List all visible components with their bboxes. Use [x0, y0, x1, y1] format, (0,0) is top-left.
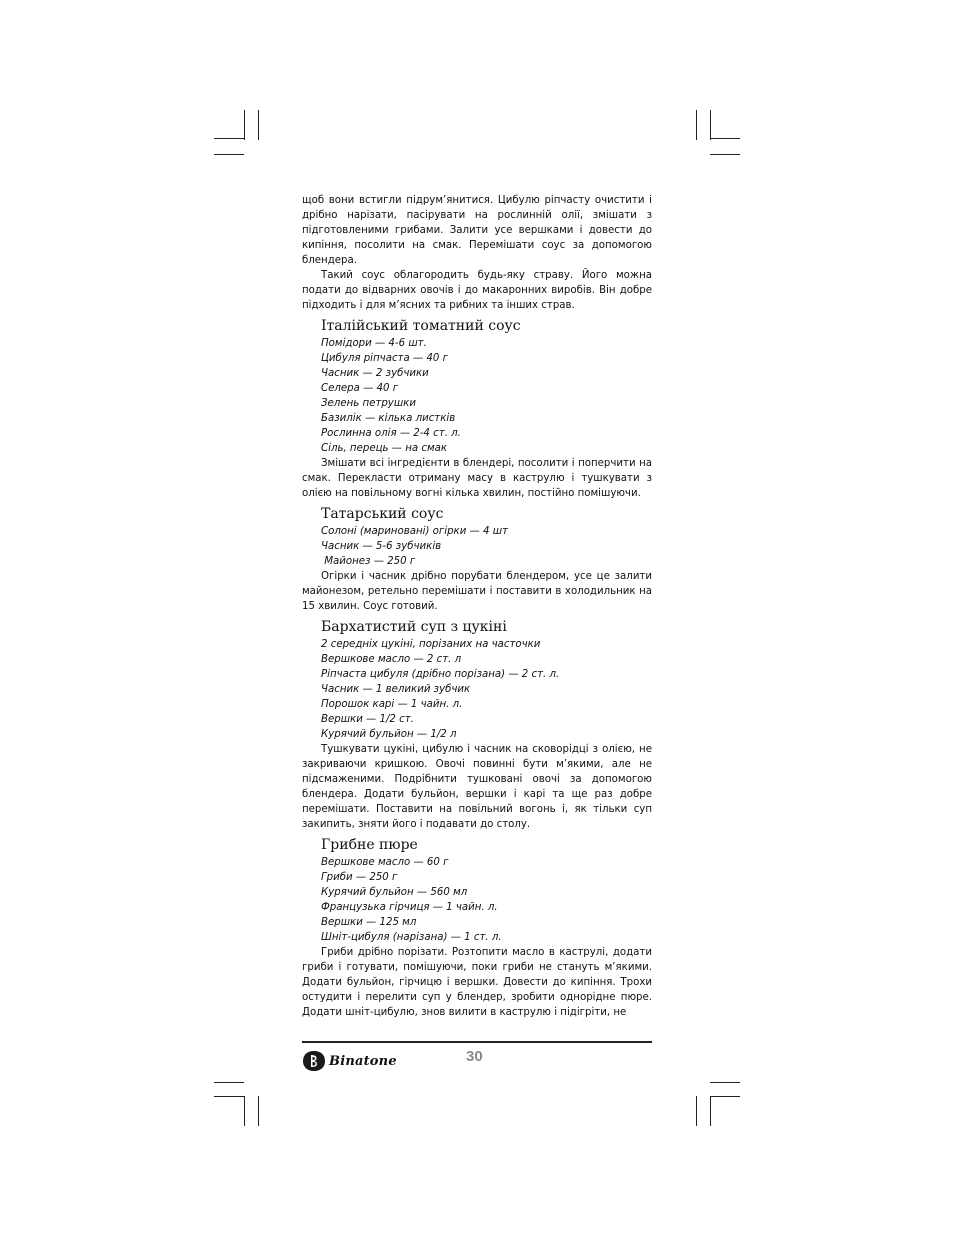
recipe-instructions: Тушкувати цукіні, цибулю і часник на сковорідці з олією, не закриваючи кришкою. Овочі повинні бути м’якими, але не підсмаженими. Подрібнити тушковані овочі за допомогою блендера. Додати бульйон, вершки і карі та ще раз добре перемішати. Поставити на повільний вогонь і, як тільки суп закипить, зняти його і подавати до столу.	[302, 744, 652, 830]
recipe-section	[302, 505, 652, 614]
crop-mark	[258, 1096, 259, 1126]
paragraph: щоб вони встигли підрум’янитися. Цибулю ріпчасту очистити і дрібно нарізати, пасірувати на рослинній олії, змішати з підготовленими грибами. Залити усе вершками і довести до кипіння, посолити на смак. Перемішати соус за допомогою блендера.	[302, 195, 652, 266]
crop-mark	[696, 110, 697, 140]
recipe-title: Італійський томатний соус	[321, 318, 521, 334]
binatone-logo-icon	[302, 1050, 326, 1072]
ingredient-item: Ріпчаста цибуля (дрібно порізана) — 2 ст. л.	[321, 669, 560, 680]
crop-mark	[696, 1096, 697, 1126]
ingredient-item: Рослинна олія — 2-4 ст. л.	[321, 428, 461, 439]
crop-mark	[214, 138, 244, 139]
recipe-section	[302, 618, 652, 832]
paragraph: Такий соус облагородить будь-яку страву. Його можна подати до відварних овочів і до макаронних виробів. Він добре підходить і для м’ясних та рибних та інших страв.	[302, 270, 652, 311]
crop-mark	[244, 1096, 245, 1126]
ingredient-item: Французька гірчиця — 1 чайн. л.	[321, 902, 498, 913]
ingredient-list	[302, 637, 652, 742]
ingredient-item: Солоні (мариновані) огірки — 4 шт	[321, 526, 508, 537]
ingredient-item: Вершки — 125 мл	[321, 917, 417, 928]
recipe-title: Грибне пюре	[321, 837, 418, 853]
recipe-instructions: Змішати всі інгредієнти в блендері, посолити і поперчити на смак. Перекласти отриману масу в каструлю і тушкувати з олією на повільному вогні кілька хвилин, постійно помішуючи.	[302, 458, 652, 499]
ingredient-item: Часник — 5-6 зубчиків	[321, 541, 442, 552]
ingredient-item: Селера — 40 г	[321, 383, 399, 394]
ingredient-item: 2 середніх цукіні, порізаних на часточки	[321, 639, 541, 650]
page-footer	[302, 1041, 652, 1073]
crop-mark	[710, 1082, 740, 1083]
ingredient-list	[302, 524, 652, 569]
crop-mark	[214, 154, 244, 155]
recipe-title: Бархатистий суп з цукіні	[321, 619, 507, 635]
recipe-title: Татарський соус	[321, 506, 444, 522]
ingredient-item: Курячий бульйон — 560 мл	[321, 887, 468, 898]
ingredient-item: Базилік — кілька листків	[321, 413, 456, 424]
crop-mark	[710, 1096, 740, 1097]
crop-mark	[214, 1082, 244, 1083]
ingredient-item: Вершки — 1/2 ст.	[321, 714, 414, 725]
crop-mark	[710, 1096, 711, 1126]
recipe-instructions: Огірки і часник дрібно порубати блендером, усе це залити майонезом, ретельно перемішати і поставити в холодильник на 15 хвилин. Соус готовий.	[302, 571, 652, 612]
page-content	[302, 193, 652, 1020]
ingredient-item: Сіль, перець — на смак	[321, 443, 448, 454]
brand-logo	[302, 1049, 397, 1073]
recipe-section	[302, 836, 652, 1020]
ingredient-item: Курячий бульйон — 1/2 л	[321, 729, 457, 740]
ingredient-item: Помідори — 4-6 шт.	[321, 338, 427, 349]
ingredient-item: Майонез — 250 г	[321, 556, 416, 567]
crop-mark	[214, 1096, 244, 1097]
ingredient-item: Шніт-цибуля (нарізана) — 1 ст. л.	[321, 932, 502, 943]
crop-mark	[244, 110, 245, 140]
crop-mark	[710, 110, 711, 140]
crop-mark	[710, 138, 740, 139]
ingredient-item: Зелень петрушки	[321, 398, 416, 409]
brand-name: Binatone	[329, 1053, 397, 1069]
ingredient-item: Часник — 2 зубчики	[321, 368, 429, 379]
ingredient-item: Цибуля ріпчаста — 40 г	[321, 353, 448, 364]
recipe-instructions: Гриби дрібно порізати. Розтопити масло в каструлі, додати гриби і готувати, помішуючи, поки гриби не стануть м’якими. Додати бульйон, гірчицю і вершки. Довести до кипіння. Трохи остудити і перелити суп у блендер, зробити однорідне пюре. Додати шніт-цибулю, знов вилити в каструлю і підігріти, не	[302, 947, 652, 1018]
ingredient-item: Часник — 1 великий зубчик	[321, 684, 471, 695]
crop-mark	[258, 110, 259, 140]
crop-mark	[710, 154, 740, 155]
ingredient-item: Гриби — 250 г	[321, 872, 398, 883]
recipe-section	[302, 317, 652, 501]
page-number: 30	[466, 1048, 483, 1065]
ingredient-item: Вершкове масло — 2 ст. л	[321, 654, 462, 665]
ingredient-item: Порошок карі — 1 чайн. л.	[321, 699, 463, 710]
ingredient-list	[302, 336, 652, 456]
ingredient-list	[302, 855, 652, 945]
ingredient-item: Вершкове масло — 60 г	[321, 857, 449, 868]
